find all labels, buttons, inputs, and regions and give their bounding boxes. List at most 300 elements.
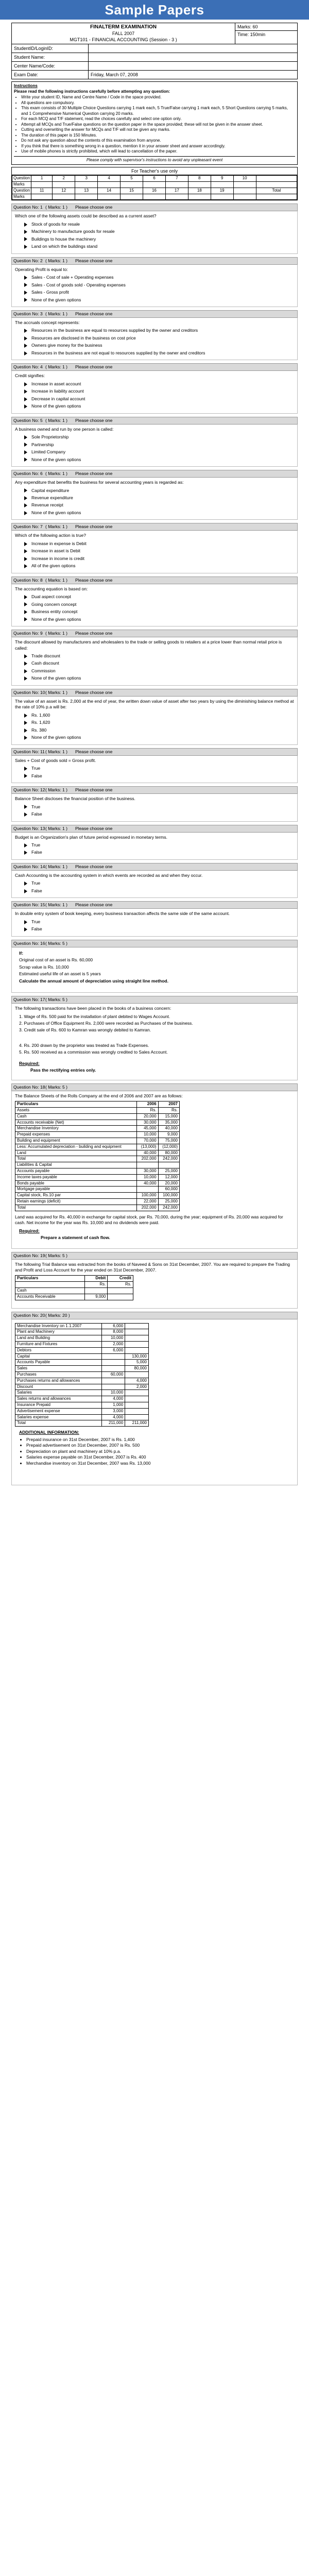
table-cell: Advertisement expense <box>15 1408 102 1414</box>
table-cell <box>102 1353 125 1360</box>
question-text: The following Trial Balance was extracted from the books of Naveed & Sons on 31st December, 2007. You are required to prepare the Trading and Profit and Loss Account for the year ended on 31st December, 2007. <box>15 1261 290 1273</box>
option-label: Rs. 1,600 <box>31 712 50 718</box>
arrow-icon <box>24 382 27 386</box>
table-row <box>15 1144 180 1150</box>
table-cell: Insurance Prepaid <box>15 1402 102 1409</box>
answer-option[interactable] <box>24 275 294 280</box>
exam-title-block <box>12 23 235 44</box>
answer-option[interactable] <box>24 773 294 779</box>
question-text: Cash Accounting is the accounting system in which events are recorded as and when they occur. <box>15 872 203 878</box>
answer-option[interactable] <box>24 660 294 666</box>
answer-option[interactable] <box>24 434 294 440</box>
table-cell: 20,000 <box>158 1180 179 1187</box>
grid-cell[interactable] <box>188 181 211 188</box>
table-cell: Accounts Payable <box>15 1360 102 1366</box>
grid-cell[interactable] <box>165 194 188 200</box>
answer-option[interactable] <box>24 442 294 448</box>
table-cell: 2,000 <box>125 1384 149 1390</box>
answer-option[interactable] <box>24 766 294 771</box>
table-cell: Sales <box>15 1366 102 1372</box>
table-row <box>15 1193 180 1199</box>
arrow-icon <box>24 728 27 733</box>
table-cell <box>125 1342 149 1348</box>
question-body <box>11 531 298 573</box>
answer-option[interactable] <box>24 735 294 740</box>
question-number: Question No: 12 <box>13 787 45 793</box>
table-cell: 10,000 <box>102 1390 125 1396</box>
table-cell: Less: Accumulated depreciation - building and equipment <box>15 1144 137 1150</box>
grid-row-label: Marks <box>12 181 31 188</box>
answer-option[interactable] <box>24 457 294 463</box>
table-cell <box>102 1360 125 1366</box>
option-label: Sales - Cost of goods sold - Operating expenses <box>31 282 126 287</box>
answer-option[interactable] <box>24 403 294 409</box>
answer-option[interactable] <box>24 488 294 494</box>
table-cell: 5,000 <box>125 1360 149 1366</box>
option-label: False <box>31 926 42 932</box>
choose-hint: Please choose one <box>75 205 113 210</box>
question-marks: ( Marks: 1 ) <box>45 364 67 370</box>
table-cell: 60,000 <box>158 1187 179 1193</box>
answer-option[interactable] <box>24 850 294 855</box>
q17-item: 1. Wage of Rs. 500 paid for the installation of plant debited to Wages Account. <box>19 1013 170 1019</box>
question-text: The accruals concept represents: <box>15 320 80 326</box>
choose-hint: Please choose one <box>75 902 113 908</box>
answer-option[interactable] <box>24 282 294 288</box>
question-number: Question No: 1 <box>13 205 43 210</box>
table-cell: Rs. <box>108 1282 133 1288</box>
table-cell: Accounts receivable (Net) <box>15 1120 137 1126</box>
table-cell: 6,000 <box>102 1323 125 1329</box>
answer-option[interactable] <box>24 548 294 554</box>
table-cell: 12,000 <box>158 1174 179 1180</box>
additional-info-item: • Salaries expense payable on 31st December, 2007 is Rs. 400 <box>26 1454 294 1460</box>
question-number: Question No: 10 <box>13 689 45 695</box>
grid-cell: 5 <box>121 176 143 182</box>
option-label: Business entity concept <box>31 609 78 615</box>
answer-option[interactable] <box>24 668 294 674</box>
question-marks: ( Marks: 1 ) <box>45 749 67 754</box>
table-row <box>15 1353 149 1360</box>
table-cell: (13,000) <box>137 1144 158 1150</box>
q16-line: If: <box>19 950 24 956</box>
center-field[interactable] <box>89 62 297 70</box>
teacher-use-table <box>11 167 298 200</box>
question-marks: ( Marks: 1 ) <box>45 863 67 869</box>
grid-cell[interactable] <box>53 181 75 188</box>
arrow-icon <box>24 889 27 893</box>
question-marks: ( Marks: 1 ) <box>45 787 67 793</box>
grid-cell: 10 <box>233 176 256 182</box>
table-cell: Rs. <box>84 1282 108 1288</box>
question-body <box>11 756 298 783</box>
grid-cell[interactable] <box>53 194 75 200</box>
instruction-item: • This exam consists of 30 Multiple Choice Questions carrying 1 mark each, 5 True/False carrying 1 mark each, 5 Short Questions carrying 5 marks, and 1 Comprehensive Numerical Question carrying 20 marks. <box>21 106 295 116</box>
table-cell: Income taxes payable <box>15 1174 137 1180</box>
table-row <box>15 1187 180 1193</box>
questions-area <box>11 204 298 936</box>
table-row <box>15 1408 149 1414</box>
arrow-icon <box>24 291 27 295</box>
question-text: Balance Sheet discloses the financial position of the business. <box>15 796 135 802</box>
option-label: True <box>31 842 41 848</box>
table-cell: (12,000) <box>158 1144 179 1150</box>
exam-time: Time: 150min <box>237 32 266 37</box>
table-cell: 60,000 <box>102 1372 125 1378</box>
arrow-icon <box>24 503 27 507</box>
answer-option[interactable] <box>24 888 294 894</box>
answer-option[interactable] <box>24 804 294 810</box>
table-row <box>15 1132 180 1138</box>
instructions-closing: Please comply with supervisor's instructions to avoid any unpleasant event <box>14 156 295 163</box>
table-row <box>15 1323 149 1329</box>
instruction-item: • Write your student ID, Name and Centre Name / Code in the space provided. <box>21 95 295 100</box>
arrow-icon <box>24 595 27 599</box>
answer-option[interactable] <box>24 343 294 348</box>
question-bar <box>11 577 298 584</box>
arrow-icon <box>24 450 27 454</box>
arrow-icon <box>24 245 27 249</box>
instructions-heading: Instructions <box>14 83 38 88</box>
option-label: All of the given options <box>31 563 76 569</box>
arrow-icon <box>24 610 27 614</box>
option-label: Capital expenditure <box>31 487 70 493</box>
answer-option[interactable] <box>24 510 294 516</box>
option-label: None of the given options <box>31 510 81 515</box>
table-row <box>15 1205 180 1211</box>
arrow-icon <box>24 920 27 924</box>
answer-option[interactable] <box>24 880 294 886</box>
grid-cell[interactable] <box>211 181 233 188</box>
grid-cell[interactable] <box>256 194 297 200</box>
answer-option[interactable] <box>24 396 294 402</box>
arrow-icon <box>24 389 27 394</box>
option-label: False <box>31 811 42 817</box>
question-text: Which of the following action is true? <box>15 533 86 538</box>
additional-info-head: ADDITIONAL INFORMATION: <box>19 1430 79 1435</box>
additional-info-list <box>26 1437 294 1466</box>
grid-cell[interactable] <box>165 181 188 188</box>
grid-cell[interactable] <box>98 194 121 200</box>
question-number: Question No: 13 <box>13 825 45 831</box>
arrow-icon <box>24 329 27 333</box>
answer-option[interactable] <box>24 919 294 925</box>
instruction-item: • Cutting and overwriting the answer for MCQs and T/F will not be given any marks. <box>21 127 295 133</box>
answer-option[interactable] <box>24 811 294 817</box>
answer-option[interactable] <box>24 350 294 356</box>
question-bar <box>11 825 298 833</box>
answer-option[interactable] <box>24 675 294 681</box>
table-cell: Land and Building <box>15 1335 102 1342</box>
option-label: Machinery to manufacture goods for resale <box>31 229 115 234</box>
grid-cell[interactable] <box>31 181 53 188</box>
question-number: Question No: 18 <box>13 1084 45 1090</box>
grid-cell: 17 <box>165 188 188 194</box>
grid-row-label: Question <box>12 176 31 182</box>
table-cell: 25,000 <box>158 1168 179 1175</box>
grid-row <box>12 188 297 194</box>
table-row <box>15 1126 180 1132</box>
option-label: Land on which the buildings stand <box>31 244 98 249</box>
grid-cell[interactable] <box>188 194 211 200</box>
table-cell: 100,000 <box>137 1193 158 1199</box>
grid-cell[interactable] <box>143 194 165 200</box>
table-cell: 100,000 <box>158 1193 179 1199</box>
answer-option[interactable] <box>24 297 294 303</box>
answer-option[interactable] <box>24 495 294 501</box>
table-cell: Rs. <box>137 1108 158 1114</box>
balance-sheet-table <box>15 1101 180 1211</box>
table-cell: 4,000 <box>102 1396 125 1402</box>
grid-cell: 2 <box>53 176 75 182</box>
question-text: A business owned and run by one person is called: <box>15 426 114 432</box>
table-cell: Salaries <box>15 1390 102 1396</box>
table-row <box>15 1180 180 1187</box>
additional-info-item: • Depreciation on plant and machinery at 10% p.a. <box>26 1449 294 1454</box>
answer-option[interactable] <box>24 556 294 562</box>
table-header <box>15 1101 180 1108</box>
question-bar <box>11 1083 298 1091</box>
course-title: MGT101 - FINANCIAL ACCOUNTING (Session - 3 ) <box>70 37 177 42</box>
question-marks: ( Marks: 5 ) <box>45 1252 67 1258</box>
arrow-icon <box>24 351 27 355</box>
table-cell: 35,000 <box>158 1120 179 1126</box>
option-label: Sales - Gross profit <box>31 290 69 295</box>
option-label: True <box>31 919 41 924</box>
arrow-icon <box>24 549 27 553</box>
table-cell <box>125 1396 149 1402</box>
table-cell: Total <box>15 1156 137 1162</box>
table-cell: 9,000 <box>158 1132 179 1138</box>
q17-required: Pass the rectifying entries only. <box>30 1067 96 1073</box>
table-cell: 4,000 <box>102 1414 125 1420</box>
option-label: Increase in expense is Debit <box>31 540 87 546</box>
question-text: Budget is an Organization's plan of future period expressed in monetary terms. <box>15 834 167 840</box>
table-cell: Cash <box>15 1113 137 1120</box>
q16-line: Estimated useful life of an asset is 5 years <box>19 971 101 977</box>
option-label: Stock of goods for resale <box>31 221 80 227</box>
arrow-icon <box>24 564 27 568</box>
question-text: Credit signifies: <box>15 373 45 379</box>
table-row <box>15 1366 149 1372</box>
answer-option[interactable] <box>24 926 294 932</box>
option-label: Owners give money for the business <box>31 343 102 348</box>
question-number: Question No: 11 <box>13 749 45 754</box>
grid-cell[interactable] <box>211 194 233 200</box>
additional-info-item: • Prepaid advertisement on 31st December, 2007 is Rs. 500 <box>26 1443 294 1448</box>
student-id-field[interactable] <box>89 44 297 53</box>
column-header: Particulars <box>15 1276 85 1282</box>
question-number: Question No: 16 <box>13 940 45 946</box>
question-bar <box>11 748 298 756</box>
grid-cell[interactable] <box>121 181 143 188</box>
table-row <box>15 1402 149 1409</box>
instructions-list <box>21 95 295 155</box>
answer-option[interactable] <box>24 229 294 234</box>
table-cell <box>125 1402 149 1409</box>
table-cell <box>125 1329 149 1335</box>
table-row <box>15 1288 133 1294</box>
table-cell: 70,000 <box>137 1138 158 1144</box>
question-marks: ( Marks: 1 ) <box>45 631 67 636</box>
table-row <box>15 1342 149 1348</box>
question-body <box>11 1091 298 1249</box>
option-label: Cash discount <box>31 660 59 666</box>
answer-option[interactable] <box>24 236 294 242</box>
question-marks: ( Marks: 1 ) <box>45 311 67 317</box>
question-number: Question No: 19 <box>13 1252 45 1258</box>
table-row <box>15 1162 180 1168</box>
grid-cell[interactable] <box>31 194 53 200</box>
grid-cell[interactable] <box>98 181 121 188</box>
table-cell: Accounts Receivable <box>15 1294 85 1300</box>
arrow-icon <box>24 654 27 658</box>
question-text: Sales + Cost of goods sold = Gross profit. <box>15 757 96 763</box>
question-bar <box>11 863 298 871</box>
ident-label: Exam Date: <box>12 71 89 79</box>
instructions-box <box>11 81 298 165</box>
grid-cell[interactable] <box>256 181 297 188</box>
table-cell: 4,000 <box>125 1378 149 1384</box>
q17-item: 5. Rs. 500 received as a commission was wrongly credited to Sales Account. <box>19 1049 168 1055</box>
question-text: The discount allowed by manufacturers and wholesalers to the trade or selling goods to retailers at a price lower than normal retail price is called: <box>15 639 282 651</box>
question-marks: ( Marks: 1 ) <box>45 258 67 263</box>
answer-option[interactable] <box>24 449 294 455</box>
answer-option[interactable] <box>24 541 294 547</box>
table-cell <box>125 1414 149 1420</box>
question-bar <box>11 257 298 265</box>
answer-option[interactable] <box>24 602 294 607</box>
choose-hint: Please choose one <box>75 577 113 583</box>
question-body <box>11 1319 298 1485</box>
choose-hint: Please choose one <box>75 524 113 530</box>
option-label: Rs. 1,620 <box>31 720 50 725</box>
answer-option[interactable] <box>24 653 294 659</box>
answer-option[interactable] <box>24 335 294 341</box>
table-cell: 45,000 <box>137 1126 158 1132</box>
table-row <box>15 1282 133 1288</box>
table-cell: 10,000 <box>102 1335 125 1342</box>
grid-cell: 6 <box>143 176 165 182</box>
answer-option[interactable] <box>24 328 294 333</box>
option-label: Resources are disclosed in the business on cost price <box>31 335 136 341</box>
table-cell <box>137 1187 158 1193</box>
answer-option[interactable] <box>24 222 294 227</box>
question-text: The accounting equation is based on: <box>15 586 88 591</box>
question-text: Operating Profit is equal to: <box>15 266 68 272</box>
option-label: Sole Proprietorship <box>31 434 69 440</box>
answer-option[interactable] <box>24 563 294 569</box>
answer-option[interactable] <box>24 502 294 508</box>
question-marks: ( Marks: 1 ) <box>45 471 67 477</box>
table-cell <box>125 1335 149 1342</box>
grid-cell[interactable] <box>233 194 256 200</box>
table-cell: 202,000 <box>137 1156 158 1162</box>
question-bar <box>11 1312 298 1319</box>
option-label: True <box>31 880 41 886</box>
grid-cell: 13 <box>75 188 98 194</box>
choose-hint: Please choose one <box>75 471 113 477</box>
answer-option[interactable] <box>24 381 294 387</box>
option-label: Increase in liability account <box>31 388 84 394</box>
column-header: Debit <box>84 1276 108 1282</box>
arrow-icon <box>24 511 27 515</box>
option-label: Revenue expenditure <box>31 495 73 500</box>
q18-required-head: Required: <box>19 1228 40 1233</box>
table-cell: Discount <box>15 1384 102 1390</box>
arrow-icon <box>24 488 27 493</box>
answer-option[interactable] <box>24 842 294 848</box>
table-cell <box>125 1408 149 1414</box>
table-cell <box>102 1366 125 1372</box>
table-cell: Land <box>15 1150 137 1156</box>
instructions-intro: Please read the following instructions carefully before attempting any question: <box>14 89 170 94</box>
answer-option[interactable] <box>24 720 294 725</box>
option-label: None of the given options <box>31 735 81 740</box>
option-label: None of the given options <box>31 456 81 462</box>
answer-option[interactable] <box>24 594 294 600</box>
answer-option[interactable] <box>24 388 294 394</box>
answer-option[interactable] <box>24 609 294 615</box>
answer-option[interactable] <box>24 713 294 718</box>
arrow-icon <box>24 344 27 348</box>
table-row <box>15 1420 149 1427</box>
table-cell: 40,000 <box>137 1180 158 1187</box>
grid-cell[interactable] <box>143 181 165 188</box>
table-cell: Purchases <box>15 1372 102 1378</box>
answer-option[interactable] <box>24 617 294 622</box>
table-header <box>15 1276 133 1282</box>
grid-cell: 1 <box>31 176 53 182</box>
question-number: Question No: 6 <box>13 471 43 477</box>
grid-cell: 16 <box>143 188 165 194</box>
answer-option[interactable] <box>24 727 294 733</box>
question-body <box>11 265 298 307</box>
option-label: Trade discount <box>31 653 60 659</box>
option-label: False <box>31 773 42 778</box>
answer-option[interactable] <box>24 290 294 295</box>
grid-cell[interactable] <box>233 181 256 188</box>
grid-cell[interactable] <box>75 194 98 200</box>
grid-cell[interactable] <box>121 194 143 200</box>
question-text: Any expenditure that benefits the business for several accounting years is regarded as: <box>15 480 184 485</box>
grid-row <box>12 194 297 200</box>
option-label: False <box>31 888 42 893</box>
grid-cell: 7 <box>165 176 188 182</box>
grid-cell: 9 <box>211 176 233 182</box>
option-label: Dual aspect concept <box>31 594 72 600</box>
table-cell: Debtors <box>15 1347 102 1353</box>
instruction-item: • All questions are compulsory. <box>21 100 295 106</box>
arrow-icon <box>24 602 27 606</box>
option-label: Decrease in capital account <box>31 396 85 401</box>
table-cell: 30,000 <box>137 1168 158 1175</box>
table-cell: Sales returns and allowances <box>15 1396 102 1402</box>
option-label: Revenue receipt <box>31 502 63 508</box>
answer-option[interactable] <box>24 244 294 249</box>
question-number: Question No: 7 <box>13 524 43 530</box>
ident-label: Student Name: <box>12 53 89 61</box>
student-name-field[interactable] <box>89 53 297 61</box>
table-cell: Merchandise Inventory <box>15 1126 137 1132</box>
table-cell: 2,000 <box>102 1342 125 1348</box>
table-cell: Bonds payable <box>15 1180 137 1187</box>
grid-cell[interactable] <box>75 181 98 188</box>
arrow-icon <box>24 676 27 681</box>
arrow-icon <box>24 404 27 409</box>
table-cell: 202,000 <box>137 1205 158 1211</box>
grid-cell: 19 <box>211 188 233 194</box>
